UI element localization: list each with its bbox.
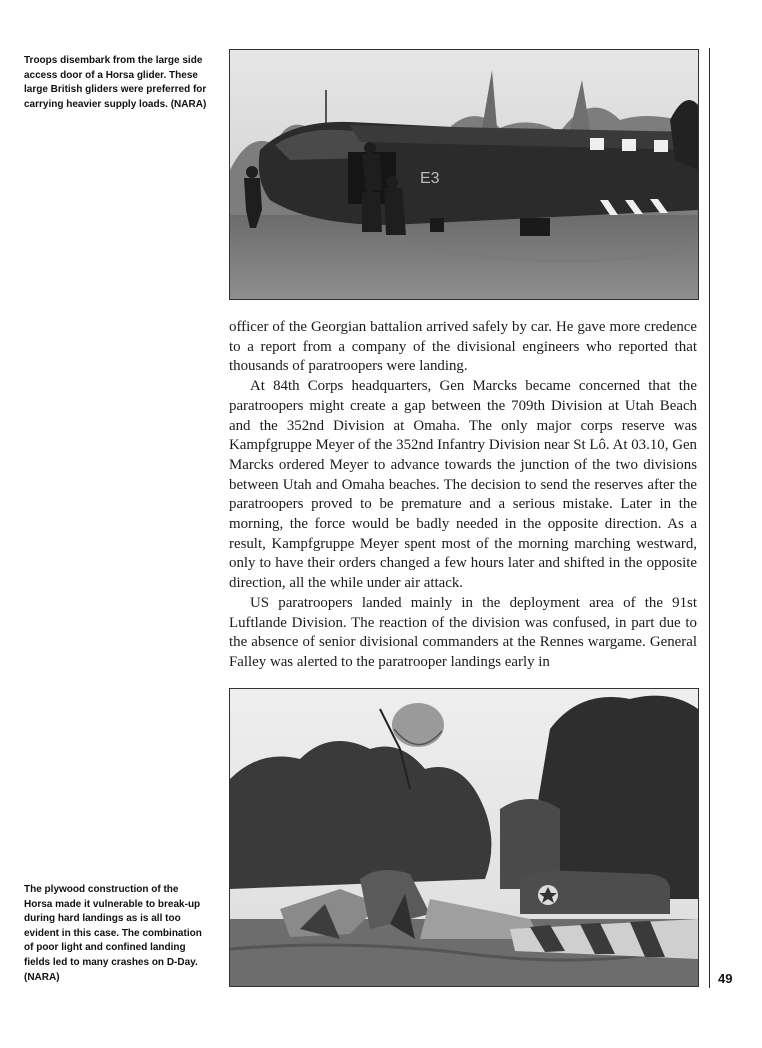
paragraph: At 84th Corps headquarters, Gen Marcks became concerned that the paratroopers might create a gap between the 709th Division at Utah Beach and the 352nd Division at Omaha. The only major corps reserve was Kampfgruppe Meyer of the 352nd Infantry Division near St Lô. At 03.10, Gen Marcks ordered Meyer to advance towards the junction of the two divisions between Utah and Omaha beaches. The decision to send the reserves after the paratroopers proved to be premature and a serious mistake. Later in the morning, the force would be badly needed in the opposite direction. As a result, Kampfgruppe Meyer spent most of the morning marching westward, only to have their orders changed a few hours later and shifted in the opposite direction, all the while under air attack. — [229, 378, 697, 592]
paragraph: officer of the Georgian battalion arrived safely by car. He gave more credence to a report from a company of the divisional engineers who reported that thousands of paratroopers were landing. — [229, 319, 697, 375]
body-text — [229, 318, 697, 673]
page-number: 49 — [718, 971, 733, 986]
column-rule — [709, 48, 710, 988]
caption-bottom: The plywood construction of the Horsa made it vulnerable to break-up during hard landings as is all too evident in this case. The combination of poor light and confined landing fields led to many crashes on D-Day. (NARA) — [24, 884, 202, 983]
crashed-glider-photo — [229, 688, 699, 987]
caption-top: Troops disembark from the large side access door of a Horsa glider. These large British gliders were preferred for carrying heavier supply loads. (NARA) — [24, 55, 207, 110]
paragraph: US paratroopers landed mainly in the deployment area of the 91st Luftlande Division. The reaction of the division was confused, in part due to the absence of senior divisional commanders at the Rennes wargame. General Falley was alerted to the paratrooper landings early in — [229, 594, 697, 670]
horsa-glider-photo — [229, 49, 699, 300]
fuselage-marking: E3 — [420, 170, 440, 187]
